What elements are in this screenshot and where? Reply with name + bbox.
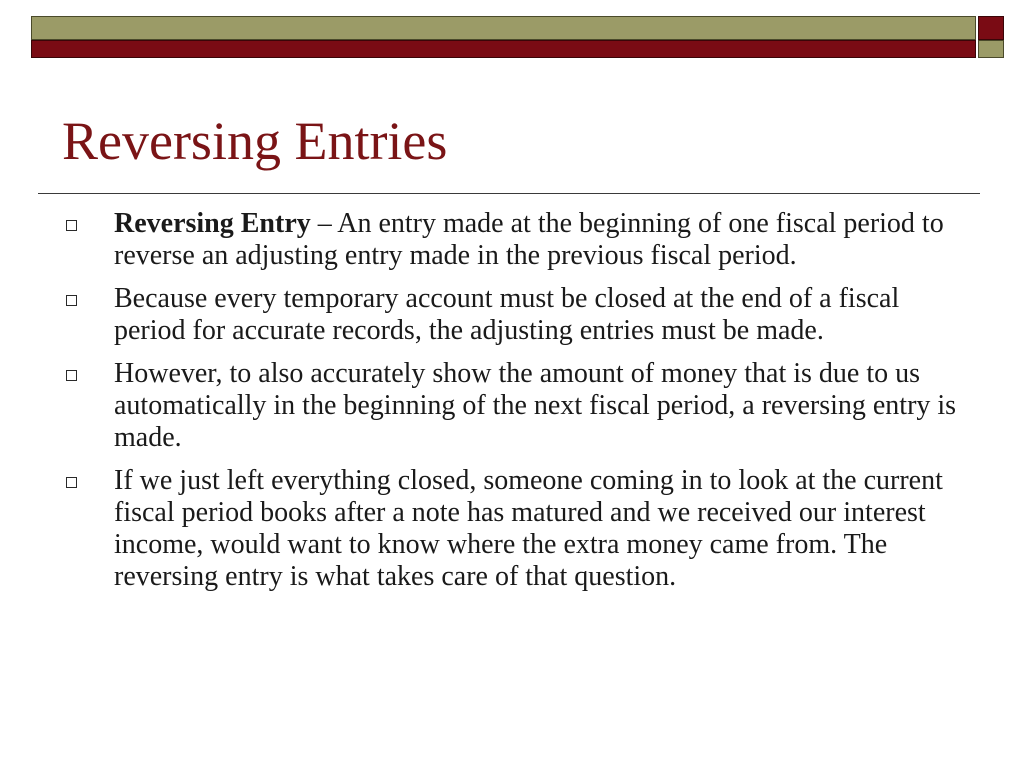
square-bullet-icon xyxy=(66,220,77,231)
bullet-text: – An entry made at the beginning of one fiscal period to reverse an adjusting entry made in the previous fiscal period. xyxy=(114,208,944,271)
bullet-term: Reversing Entry xyxy=(114,208,311,239)
square-bullet-icon xyxy=(66,477,77,488)
bullet-item xyxy=(64,283,969,347)
bullet-list xyxy=(64,208,969,604)
corner-maroon-block xyxy=(978,16,1004,40)
header-olive-stripe xyxy=(31,16,976,40)
square-bullet-icon xyxy=(66,370,77,381)
header-maroon-stripe xyxy=(31,40,976,58)
bullet-text: However, to also accurately show the amount of money that is due to us automatically in the beginning of the next fiscal period, a reversing entry is made. xyxy=(114,358,957,453)
bullet-item xyxy=(64,358,969,454)
title-divider xyxy=(38,193,980,194)
slide-title: Reversing Entries xyxy=(62,111,448,171)
bullet-item xyxy=(64,465,969,593)
bullet-item xyxy=(64,208,969,272)
bullet-text: If we just left everything closed, someone coming in to look at the current fiscal period books after a note has matured and we received our interest income, would want to know where the extra money came from. The reversing entry is what takes care of that question. xyxy=(114,465,943,592)
square-bullet-icon xyxy=(66,295,77,306)
corner-olive-block xyxy=(978,40,1004,58)
bullet-text: Because every temporary account must be closed at the end of a fiscal period for accurate records, the adjusting entries must be made. xyxy=(114,283,900,346)
header-band xyxy=(31,16,976,58)
